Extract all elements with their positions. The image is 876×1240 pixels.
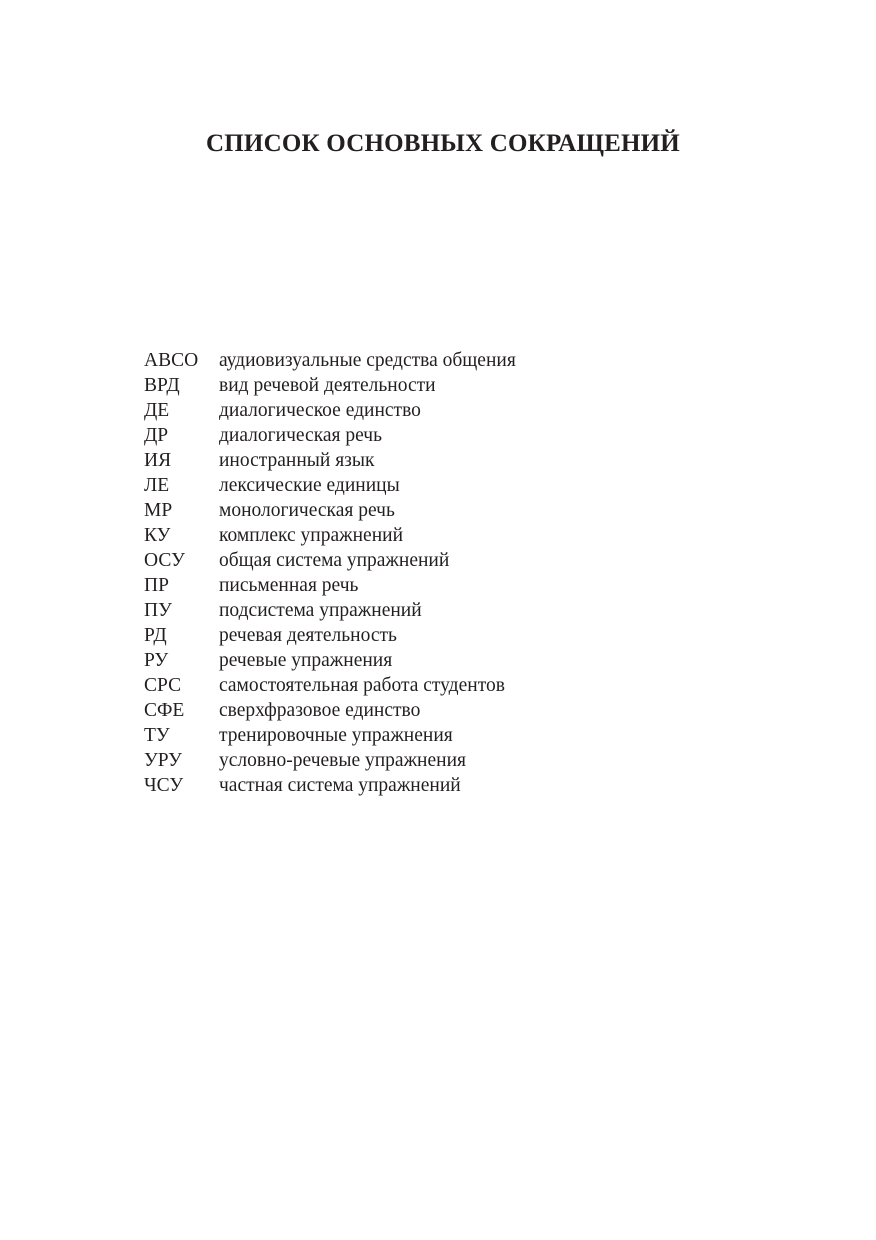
abbreviation-row	[144, 523, 516, 548]
abbreviation-meaning: аудиовизуальные средства общения	[219, 350, 516, 371]
abbreviation-code: ПР	[144, 575, 169, 596]
abbreviation-meaning: комплекс упражнений	[219, 525, 404, 546]
abbreviation-meaning: сверхфразовое единство	[219, 700, 421, 721]
abbreviation-meaning: общая система упражнений	[219, 550, 450, 571]
abbreviation-code: ИЯ	[144, 450, 172, 471]
abbreviation-row	[144, 548, 516, 573]
abbreviation-code: УРУ	[144, 750, 182, 771]
abbreviation-meaning: тренировочные упражнения	[219, 725, 453, 746]
abbreviation-code: ВРД	[144, 375, 180, 396]
abbreviation-row	[144, 723, 516, 748]
abbreviation-meaning: иностранный язык	[219, 450, 375, 471]
abbreviation-row	[144, 398, 516, 423]
abbreviation-row	[144, 773, 516, 798]
abbreviation-meaning: частная система упражнений	[219, 775, 461, 796]
abbreviation-meaning: речевые упражнения	[219, 650, 393, 671]
abbreviation-meaning: вид речевой деятельности	[219, 375, 436, 396]
abbreviation-code: ЧСУ	[144, 775, 184, 796]
abbreviation-row	[144, 348, 516, 373]
abbreviation-code: ДЕ	[144, 400, 170, 421]
abbreviation-meaning: лексические единицы	[219, 475, 400, 496]
abbreviation-meaning: письменная речь	[219, 575, 359, 596]
abbreviation-meaning: подсистема упражнений	[219, 600, 422, 621]
abbreviation-row	[144, 673, 516, 698]
abbreviation-row	[144, 473, 516, 498]
abbreviation-row	[144, 448, 516, 473]
abbreviation-row	[144, 598, 516, 623]
abbreviation-code: ТУ	[144, 725, 170, 746]
abbreviation-row	[144, 623, 516, 648]
abbreviation-row	[144, 498, 516, 523]
abbreviation-list	[144, 348, 516, 798]
abbreviation-code: АВСО	[144, 350, 199, 371]
abbreviation-code: РУ	[144, 650, 169, 671]
abbreviation-row	[144, 698, 516, 723]
abbreviation-row	[144, 648, 516, 673]
abbreviation-code: ДР	[144, 425, 169, 446]
abbreviation-row	[144, 748, 516, 773]
abbreviation-code: ЛЕ	[144, 475, 170, 496]
abbreviation-row	[144, 423, 516, 448]
abbreviation-meaning: диалогическая речь	[219, 425, 382, 446]
abbreviation-code: ПУ	[144, 600, 172, 621]
abbreviation-code: ОСУ	[144, 550, 185, 571]
abbreviation-code: КУ	[144, 525, 171, 546]
abbreviation-meaning: речевая деятельность	[219, 625, 397, 646]
abbreviation-meaning: монологическая речь	[219, 500, 395, 521]
abbreviation-meaning: самостоятельная работа студентов	[219, 675, 505, 696]
abbreviation-row	[144, 373, 516, 398]
abbreviation-code: РД	[144, 625, 167, 646]
abbreviation-row	[144, 573, 516, 598]
abbreviation-meaning: диалогическое единство	[219, 400, 421, 421]
abbreviation-code: СРС	[144, 675, 182, 696]
abbreviation-meaning: условно-речевые упражнения	[219, 750, 466, 771]
abbreviation-code: МР	[144, 500, 173, 521]
page-title: СПИСОК ОСНОВНЫХ СОКРАЩЕНИЙ	[206, 130, 680, 157]
abbreviation-code: СФЕ	[144, 700, 185, 721]
